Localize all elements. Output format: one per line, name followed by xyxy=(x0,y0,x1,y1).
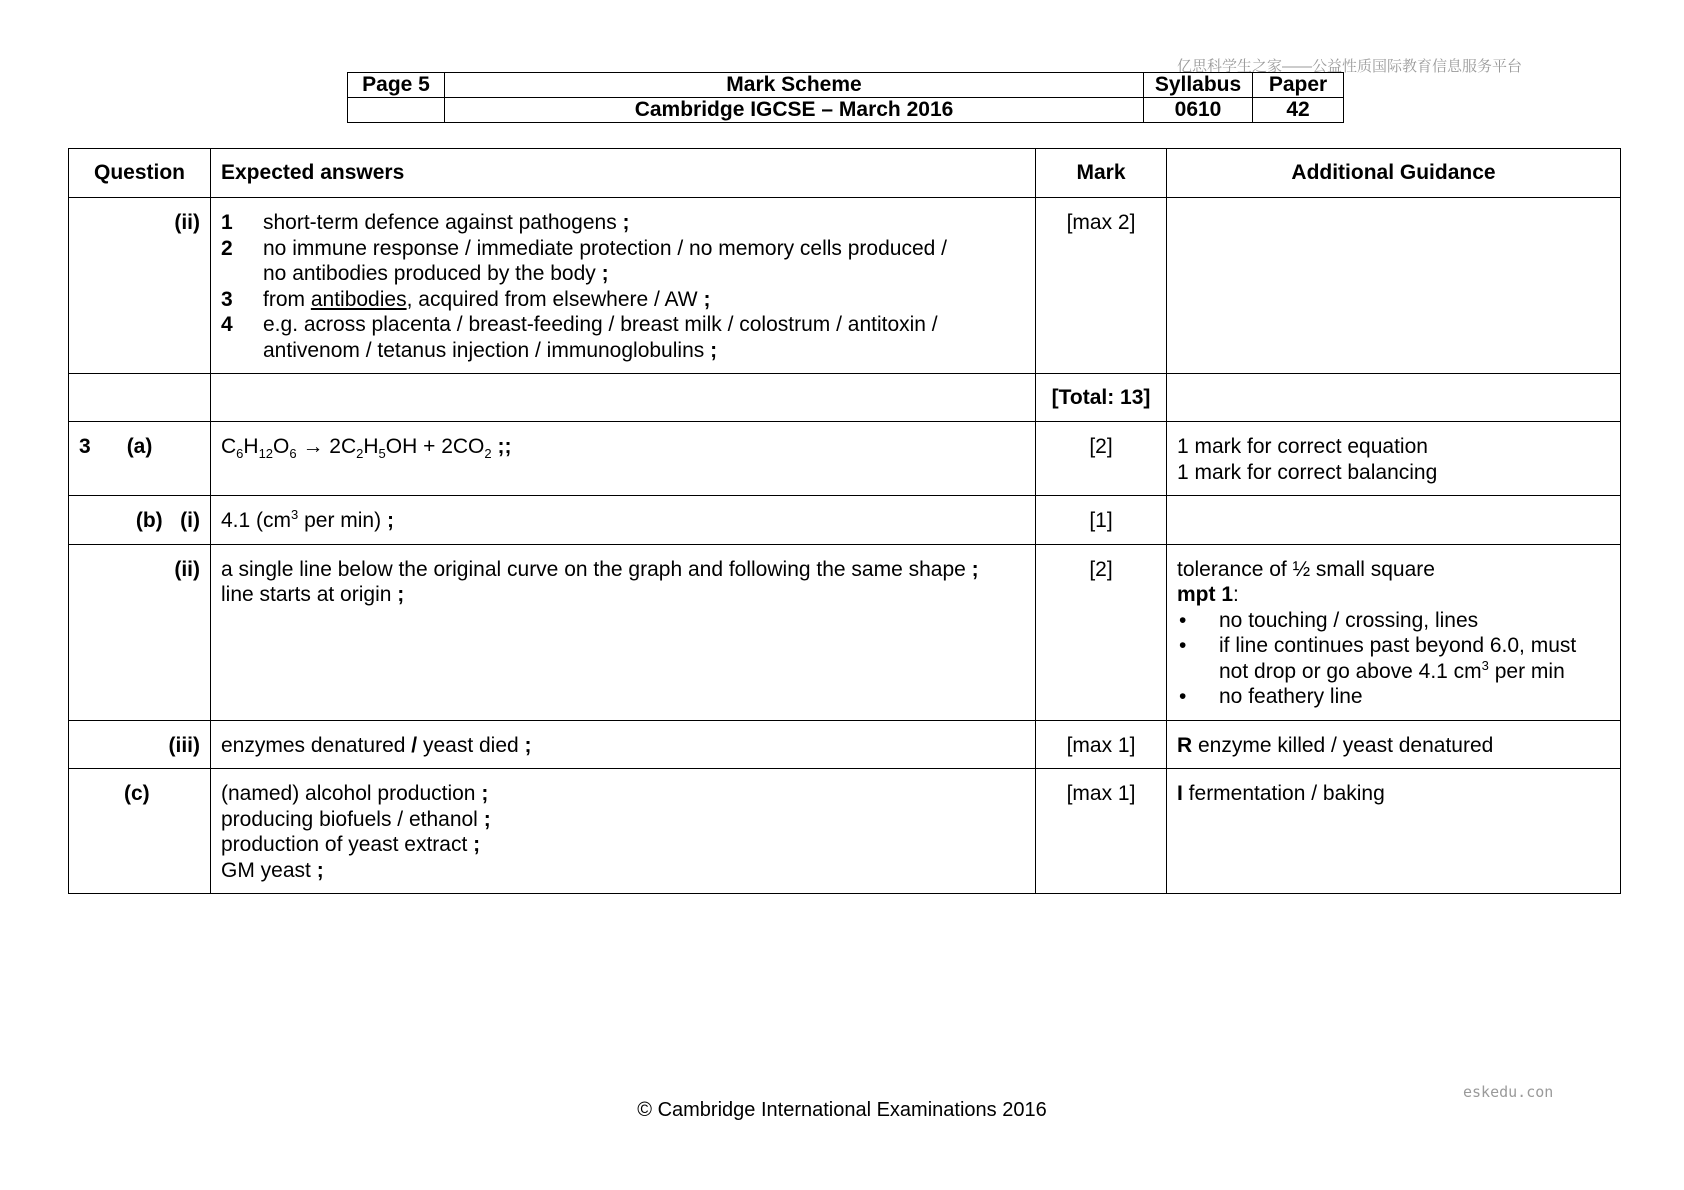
header-blank xyxy=(348,98,445,123)
mark-scheme-table xyxy=(68,148,1621,894)
guidance-bullets xyxy=(1177,608,1610,710)
answer-line: a single line below the original curve on the graph and following the same shape ; xyxy=(221,557,979,581)
guidance-cell xyxy=(1167,374,1621,422)
document-title: Mark Scheme xyxy=(445,73,1144,98)
question-label: (iii) xyxy=(69,720,211,769)
column-header-question: Question xyxy=(69,149,211,198)
question-label xyxy=(69,374,211,422)
answer-line: producing biofuels / ethanol ; xyxy=(221,807,491,831)
answer-line: antivenom / tetanus injection / immunoglobulins ; xyxy=(263,338,718,362)
watermark-top: 亿思科学生之家——公益性质国际教育信息服务平台 xyxy=(1177,58,1523,75)
question-label: (c) xyxy=(69,769,211,894)
table-row xyxy=(69,496,1621,545)
guidance-cell xyxy=(1167,496,1621,545)
answer-line: 4 e.g. across placenta / breast-feeding / breast milk / colostrum / antitoxin / xyxy=(221,313,938,336)
table-row xyxy=(69,198,1621,374)
column-header-answers: Expected answers xyxy=(211,149,1036,198)
mark-cell: [max 2] xyxy=(1036,198,1167,374)
guidance-cell xyxy=(1167,198,1621,374)
chemical-equation: $C_6H_{12}O_6 \to 2C_2H_5OH + 2CO_2$ ;; xyxy=(221,435,512,462)
table-row xyxy=(69,769,1621,894)
expected-answers: enzymes denatured / yeast died ; xyxy=(211,720,1036,769)
syllabus-value: 0610 xyxy=(1144,98,1253,123)
guidance-cell xyxy=(1167,544,1621,720)
question-label: (ii) xyxy=(69,198,211,374)
question-label: (b) (i) xyxy=(69,496,211,545)
document-subtitle: Cambridge IGCSE – March 2016 xyxy=(445,98,1144,123)
expected-answers xyxy=(211,769,1036,894)
expected-answers xyxy=(211,422,1036,496)
answer-line: no antibodies produced by the body ; xyxy=(263,262,609,285)
mark-cell: [max 1] xyxy=(1036,720,1167,769)
syllabus-label: Syllabus xyxy=(1144,73,1253,98)
mark-cell: [2] xyxy=(1036,544,1167,720)
table-row xyxy=(69,544,1621,720)
header-table xyxy=(347,72,1344,123)
question-number: 3 xyxy=(79,435,91,458)
table-row xyxy=(69,374,1621,422)
question-part: (a) xyxy=(126,435,153,458)
watermark-bottom: eskedu.con xyxy=(1463,1083,1554,1101)
answer-line: 2 no immune response / immediate protection / no memory cells produced / xyxy=(221,236,947,260)
mark-cell: [2] xyxy=(1036,422,1167,496)
guidance-cell: R enzyme killed / yeast denatured xyxy=(1167,720,1621,769)
expected-answers: 4.1 ($cm^3$ per min) ; xyxy=(211,496,1036,545)
mark-cell: [1] xyxy=(1036,496,1167,545)
table-row xyxy=(69,720,1621,769)
answer-line: production of yeast extract ; xyxy=(221,833,481,856)
guidance-line: mpt 1: xyxy=(1177,583,1239,606)
copyright-footer: © Cambridge International Examinations 2016 xyxy=(637,1099,1047,1121)
answer-line: 3 from antibodies, acquired from elsewhere / AW ; xyxy=(221,287,711,311)
guidance-bullet: • no touching / crossing, lines xyxy=(1177,608,1610,634)
expected-answers xyxy=(211,544,1036,720)
answer-line: 1 short-term defence against pathogens ; xyxy=(221,211,630,234)
guidance-line: tolerance of ½ small square xyxy=(1177,557,1435,581)
column-header-row xyxy=(69,149,1621,198)
question-label: (ii) xyxy=(69,544,211,720)
page-number: Page 5 xyxy=(348,73,445,98)
paper-value: 42 xyxy=(1253,98,1344,123)
guidance-bullet: • if line continues past beyond 6.0, must not drop or go above 4.1 $cm^3$ per min xyxy=(1177,633,1610,684)
guidance-line: 1 mark for correct equation xyxy=(1177,435,1428,458)
expected-answers xyxy=(211,198,1036,374)
answer-line: GM yeast ; xyxy=(221,858,324,882)
column-header-guidance: Additional Guidance xyxy=(1167,149,1621,198)
answer-line: line starts at origin ; xyxy=(221,583,405,606)
mark-cell: [max 1] xyxy=(1036,769,1167,894)
table-row xyxy=(69,422,1621,496)
column-header-mark: Mark xyxy=(1036,149,1167,198)
total-mark: [Total: 13] xyxy=(1036,374,1167,422)
guidance-cell: I fermentation / baking xyxy=(1167,769,1621,894)
answer-line: (named) alcohol production ; xyxy=(221,782,489,805)
guidance-bullet: • no feathery line xyxy=(1177,684,1610,710)
guidance-cell xyxy=(1167,422,1621,496)
guidance-line: 1 mark for correct balancing xyxy=(1177,460,1438,484)
expected-answers xyxy=(211,374,1036,422)
paper-label: Paper xyxy=(1253,73,1344,98)
question-label xyxy=(69,422,211,496)
